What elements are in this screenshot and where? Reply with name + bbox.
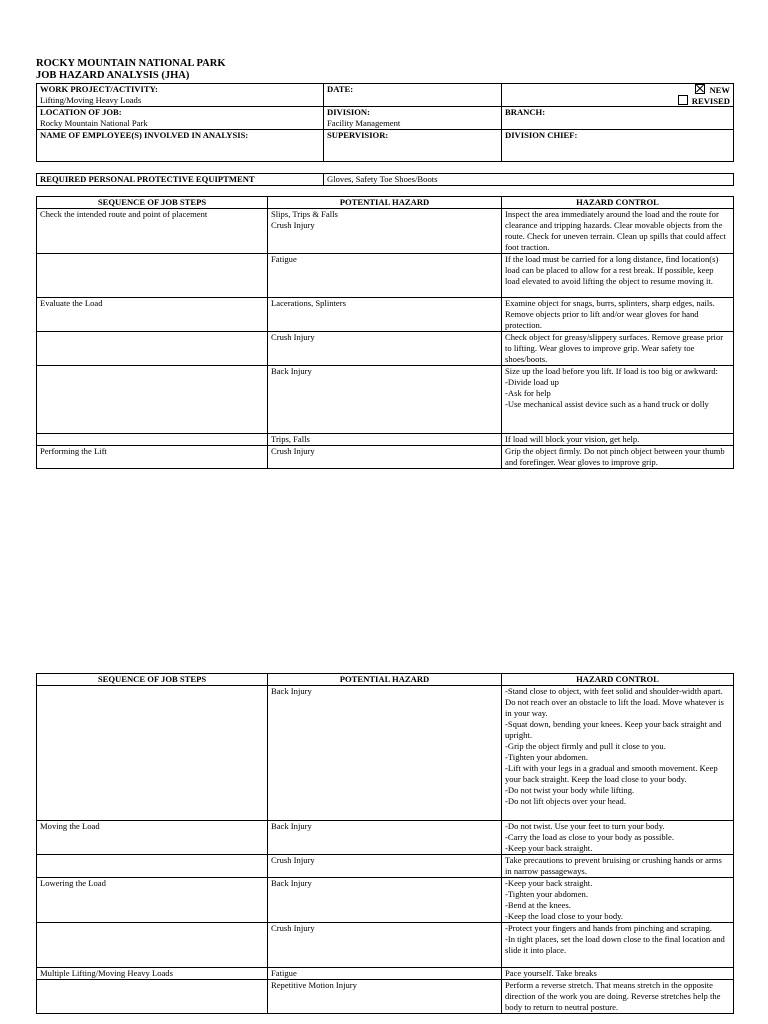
- ppe-table: [36, 173, 734, 186]
- job-step: [37, 434, 268, 446]
- location-value: Rocky Mountain National Park: [40, 118, 148, 128]
- division-chief-cell: [502, 130, 734, 162]
- job-step: [37, 855, 268, 878]
- job-step: [37, 980, 268, 1014]
- location-label: LOCATION OF JOB:: [40, 107, 122, 117]
- jha-table-2: [36, 673, 734, 1014]
- column-header-control: HAZARD CONTROL: [502, 674, 734, 686]
- new-checkbox[interactable]: [695, 84, 705, 94]
- job-info-table: [36, 83, 734, 162]
- potential-hazard: Back Injury: [268, 821, 502, 855]
- column-header-hazard: POTENTIAL HAZARD: [268, 674, 502, 686]
- division-chief-label: DIVISION CHIEF:: [505, 130, 578, 140]
- potential-hazard: Trips, Falls: [268, 434, 502, 446]
- hazard-control: Pace yourself. Take breaks: [502, 968, 734, 980]
- table-row: [37, 254, 734, 298]
- table-row: [37, 446, 734, 469]
- revised-option[interactable]: [505, 95, 730, 106]
- job-step: Performing the Lift: [37, 446, 268, 469]
- potential-hazard: Lacerations, Splinters: [268, 298, 502, 332]
- work-project-label: WORK PROJECT/ACTIVITY:: [40, 84, 158, 94]
- table-row: [37, 878, 734, 923]
- table-row: [37, 923, 734, 968]
- date-label: DATE:: [327, 84, 354, 94]
- potential-hazard: Back Injury: [268, 366, 502, 434]
- table-row: [37, 968, 734, 980]
- ppe-label: REQUIRED PERSONAL PROTECTIVE EQUIPTMENT: [37, 174, 324, 186]
- park-name: ROCKY MOUNTAIN NATIONAL PARK: [36, 58, 226, 69]
- revised-label: REVISED: [691, 96, 730, 106]
- hazard-control: Examine object for snags, burrs, splinters, sharp edges, nails. Remove objects prior to lift and/or wear gloves for hand protection.: [502, 298, 734, 332]
- revised-checkbox[interactable]: [678, 95, 688, 105]
- job-step: [37, 332, 268, 366]
- potential-hazard: Fatigue: [268, 254, 502, 298]
- potential-hazard: Back Injury: [268, 878, 502, 923]
- hazard-control: Take precautions to prevent bruising or crushing hands or arms in narrow passageways.: [502, 855, 734, 878]
- branch-label: BRANCH:: [505, 107, 546, 117]
- table-row: [37, 821, 734, 855]
- table-row: [37, 298, 734, 332]
- potential-hazard: Crush Injury: [268, 446, 502, 469]
- column-header-steps: SEQUENCE OF JOB STEPS: [37, 197, 268, 209]
- potential-hazard: Slips, Trips & Falls Crush Injury: [268, 209, 502, 254]
- table-row: [37, 980, 734, 1014]
- job-step: Moving the Load: [37, 821, 268, 855]
- division-label: DIVISION:: [327, 107, 370, 117]
- potential-hazard: Back Injury: [268, 686, 502, 821]
- document-title: JOB HAZARD ANALYSIS (JHA): [36, 70, 190, 81]
- new-label: NEW: [709, 85, 730, 95]
- hazard-control: Size up the load before you lift. If load is too big or awkward: -Divide load up -Ask for help -Use mechanical assist device such as a hand truck or dolly: [502, 366, 734, 434]
- employee-label: NAME OF EMPLOYEE(S) INVOLVED IN ANALYSIS:: [40, 130, 249, 140]
- hazard-control: -Keep your back straight. -Tighten your abdomen. -Bend at the knees. -Keep the load close to your body.: [502, 878, 734, 923]
- hazard-control: Inspect the area immediately around the load and the route for clearance and tripping hazards. Clear movable objects from the route. Check for uneven terrain. Clean up spills that could affect foot traction.: [502, 209, 734, 254]
- hazard-control: -Protect your fingers and hands from pinching and scraping. -In tight places, set the load down close to the final location and slide it into place.: [502, 923, 734, 968]
- new-option[interactable]: [505, 84, 730, 95]
- potential-hazard: Crush Injury: [268, 332, 502, 366]
- hazard-control: -Stand close to object, with feet solid and shoulder-width apart. Do not reach over an obstacle to lift the load. Move whatever is in your way. -Squat down, bending your knees. Keep your back straight and upright. -Grip the object firmly and pull it close to you. -Tighten your abdomen. -Lift with your legs in a gradual and smooth movement. Keep your back straight. Keep the load close to your body. -Do not twist your body while lifting. -Do not lift objects over your head.: [502, 686, 734, 821]
- hazard-control: Check object for greasy/slippery surfaces. Remove grease prior to lifting. Wear gloves to improve grip. Wear safety toe shoes/boots.: [502, 332, 734, 366]
- job-step: Multiple Lifting/Moving Heavy Loads: [37, 968, 268, 980]
- job-step: Evaluate the Load: [37, 298, 268, 332]
- employee-cell: [37, 130, 324, 162]
- job-step: Lowering the Load: [37, 878, 268, 923]
- division-cell: [324, 107, 502, 130]
- division-value: Facility Management: [327, 118, 401, 128]
- potential-hazard: Crush Injury: [268, 855, 502, 878]
- hazard-control: Perform a reverse stretch. That means stretch in the opposite direction of the work you are doing. Reverse stretches help the body to return to neutral posture.: [502, 980, 734, 1014]
- table-row: [37, 686, 734, 821]
- hazard-control: If the load must be carried for a long distance, find location(s) load can be placed to allow for a rest break. If possible, keep load elevated to avoid lifting the object to resume moving it.: [502, 254, 734, 298]
- job-step: [37, 686, 268, 821]
- hazard-control: Grip the object firmly. Do not pinch object between your thumb and forefinger. Wear gloves to improve grip.: [502, 446, 734, 469]
- potential-hazard: Repetitive Motion Injury: [268, 980, 502, 1014]
- column-header-steps: SEQUENCE OF JOB STEPS: [37, 674, 268, 686]
- potential-hazard: Crush Injury: [268, 923, 502, 968]
- job-step: Check the intended route and point of placement: [37, 209, 268, 254]
- branch-cell: [502, 107, 734, 130]
- jha-table-1: [36, 196, 734, 469]
- table-row: [37, 434, 734, 446]
- potential-hazard: Fatigue: [268, 968, 502, 980]
- supervisor-label: SUPERVISIOR:: [327, 130, 389, 140]
- work-project-value: Lifting/Moving Heavy Loads: [40, 95, 142, 105]
- work-project-cell: [37, 84, 324, 107]
- table-row: [37, 209, 734, 254]
- job-step: [37, 923, 268, 968]
- supervisor-cell: [324, 130, 502, 162]
- hazard-control: -Do not twist. Use your feet to turn your body. -Carry the load as close to your body as possible. -Keep your back straight.: [502, 821, 734, 855]
- location-cell: [37, 107, 324, 130]
- table-row: [37, 332, 734, 366]
- column-header-hazard: POTENTIAL HAZARD: [268, 197, 502, 209]
- job-step: [37, 366, 268, 434]
- hazard-control: If load will block your vision, get help.: [502, 434, 734, 446]
- table-row: [37, 855, 734, 878]
- job-step: [37, 254, 268, 298]
- date-cell: [324, 84, 502, 107]
- table-row: [37, 366, 734, 434]
- column-header-control: HAZARD CONTROL: [502, 197, 734, 209]
- status-cell: [502, 84, 734, 107]
- ppe-value: Gloves, Safety Toe Shoes/Boots: [324, 174, 734, 186]
